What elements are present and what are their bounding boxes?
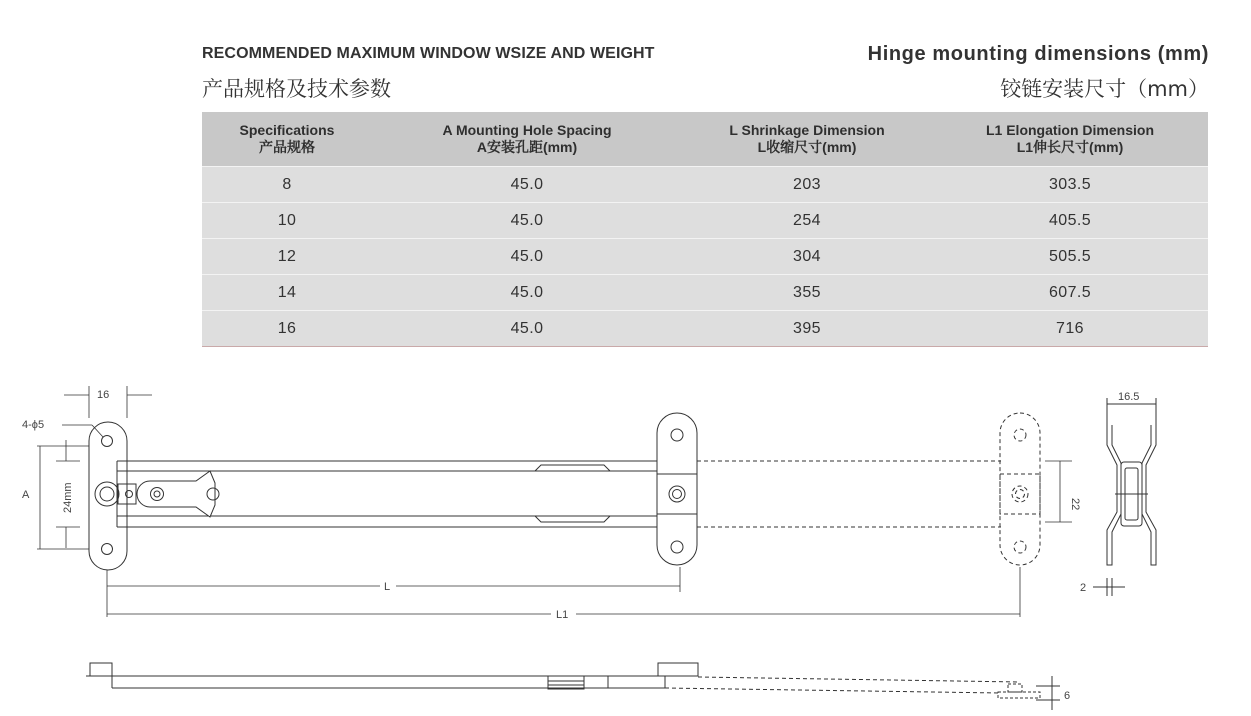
dim-label-22: 22: [1069, 498, 1081, 511]
section-title-cn: 产品规格及技术参数: [202, 77, 391, 101]
col-header-en: L1 Elongation Dimension: [985, 122, 1154, 138]
col-header-cn: L1伸长尺寸(mm): [1016, 139, 1124, 155]
table-row: [202, 311, 1208, 347]
table-cell: 254: [682, 203, 932, 239]
col-header-shrinkage: [682, 112, 932, 167]
section-title-en: RECOMMENDED MAXIMUM WINDOW WSIZE AND WEIGHT: [202, 45, 655, 62]
table-cell: 405.5: [932, 203, 1208, 239]
col-header-mounting-hole: [372, 112, 682, 167]
dim-label-24mm: 24mm: [62, 482, 74, 513]
col-header-cn: A安装孔距(mm): [476, 139, 578, 155]
table-cell: 395: [682, 311, 932, 347]
table-cell: 45.0: [372, 167, 682, 203]
table-cell: 45.0: [372, 275, 682, 311]
extended-position: [697, 413, 1040, 565]
col-header-specifications: [202, 112, 372, 167]
side-view: [1093, 398, 1156, 596]
col-header-elongation: [932, 112, 1208, 167]
col-header-en: Specifications: [239, 122, 335, 138]
dim-label-16-5: 16.5: [1118, 391, 1140, 403]
table-cell: 8: [202, 167, 372, 203]
table-cell: 607.5: [932, 275, 1208, 311]
table-cell: 45.0: [372, 311, 682, 347]
table-cell: 45.0: [372, 203, 682, 239]
table-cell: 12: [202, 239, 372, 275]
sliding-link: [137, 471, 219, 517]
table-row: [202, 239, 1208, 275]
table-row: [202, 167, 1208, 203]
table-row: [202, 275, 1208, 311]
table-cell: 14: [202, 275, 372, 311]
col-header-cn: 产品规格: [259, 139, 315, 155]
bottom-profile-view: [86, 663, 1060, 710]
spec-table: [202, 112, 1208, 347]
hinge-title-cn: 铰链安装尺寸（mm）: [1000, 77, 1209, 101]
col-header-en: L Shrinkage Dimension: [729, 122, 885, 138]
dim-label-2: 2: [1080, 582, 1087, 594]
table-cell: 45.0: [372, 239, 682, 275]
table-cell: 716: [932, 311, 1208, 347]
dim-label-6: 6: [1064, 690, 1071, 702]
table-cell: 303.5: [932, 167, 1208, 203]
dim-label-16: 16: [97, 389, 110, 401]
col-header-en: A Mounting Hole Spacing: [442, 122, 612, 138]
col-header-cn: L收缩尺寸(mm): [757, 139, 857, 155]
table-cell: 304: [682, 239, 932, 275]
table-cell: 355: [682, 275, 932, 311]
dim-label-L: L: [384, 581, 391, 593]
hinge-title-en: Hinge mounting dimensions (mm): [867, 43, 1209, 65]
left-mounting-plate: [89, 422, 136, 570]
table-header-row: [202, 112, 1208, 167]
dim-label-holes: 4-ϕ5: [22, 419, 45, 431]
table-cell: 505.5: [932, 239, 1208, 275]
middle-mounting-plate: [657, 413, 697, 565]
dim-label-A: A: [22, 489, 30, 501]
table-cell: 203: [682, 167, 932, 203]
dim-label-L1: L1: [556, 609, 569, 621]
table-row: [202, 203, 1208, 239]
table-cell: 10: [202, 203, 372, 239]
hinge-drawing: [0, 350, 1251, 716]
table-cell: 16: [202, 311, 372, 347]
